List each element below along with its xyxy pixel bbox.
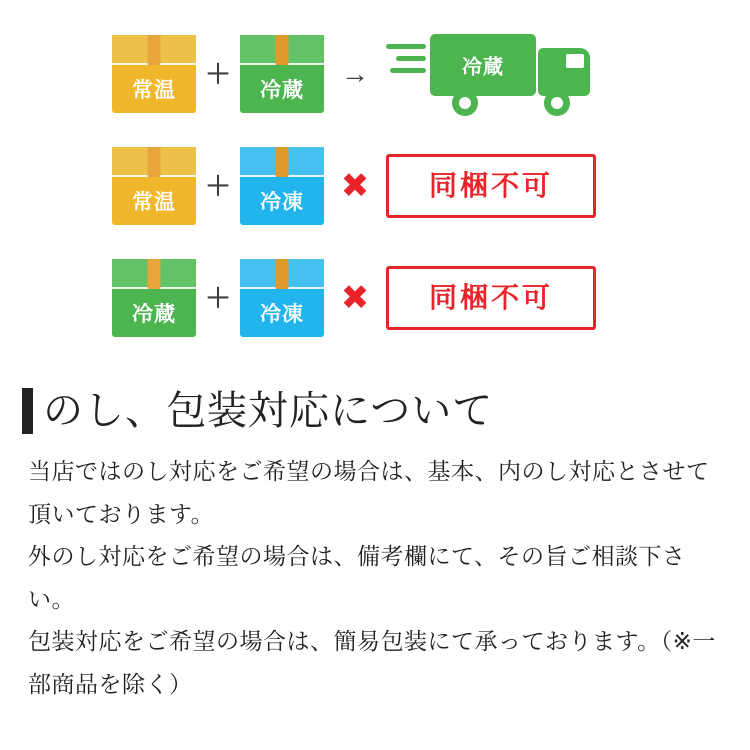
plus-icon: ＋ bbox=[204, 59, 231, 89]
truck-label: 冷蔵 bbox=[462, 56, 504, 79]
box-frozen bbox=[240, 147, 324, 225]
no-bundle-label: 同梱不可 bbox=[428, 170, 553, 201]
box-normal-temperature bbox=[112, 147, 196, 225]
box-label: 冷凍 bbox=[260, 191, 304, 214]
combination-row bbox=[0, 18, 750, 130]
arrow-right-icon: → bbox=[341, 58, 369, 89]
box-label: 冷蔵 bbox=[132, 303, 176, 326]
box-tape-icon bbox=[276, 147, 289, 177]
box-label: 常温 bbox=[132, 191, 176, 214]
no-bundle-label: 同梱不可 bbox=[428, 282, 553, 313]
box-label: 冷凍 bbox=[260, 303, 304, 326]
box-tape-icon bbox=[276, 259, 289, 289]
box-chilled bbox=[240, 35, 324, 113]
truck-cab bbox=[538, 48, 590, 96]
no-bundle-banner bbox=[386, 154, 596, 218]
box-tape-icon bbox=[276, 35, 289, 65]
body-paragraph: 外のし対応をご希望の場合は、備考欄にて、その旨ご相談下さい。 bbox=[28, 543, 686, 612]
plus-icon: ＋ bbox=[204, 171, 231, 201]
speed-lines-icon bbox=[386, 44, 430, 80]
body-paragraph: 包装対応をご希望の場合は、簡易包装にて承っております。（※一部商品を除く） bbox=[28, 628, 716, 697]
section-heading bbox=[22, 388, 750, 434]
box-tape-icon bbox=[148, 35, 161, 65]
box-label: 冷蔵 bbox=[260, 79, 304, 102]
box-label: 常温 bbox=[132, 79, 176, 102]
body-paragraph: 当店ではのし対応をご希望の場合は、基本、内のし対応とさせて頂いております。 bbox=[28, 458, 710, 527]
combination-row bbox=[0, 242, 750, 354]
truck-wheel-rear-icon bbox=[452, 90, 478, 116]
box-normal-temperature bbox=[112, 35, 196, 113]
shipping-combination-diagram bbox=[0, 0, 750, 354]
cross-mark-icon: ✖ bbox=[340, 279, 370, 317]
page-title: のし、包装対応について bbox=[43, 389, 494, 433]
box-frozen bbox=[240, 259, 324, 337]
box-tape-icon bbox=[148, 259, 161, 289]
combination-row bbox=[0, 130, 750, 242]
cross-mark-icon: ✖ bbox=[340, 167, 370, 205]
plus-icon: ＋ bbox=[204, 283, 231, 313]
section-body bbox=[28, 450, 724, 705]
box-chilled bbox=[112, 259, 196, 337]
box-tape-icon bbox=[148, 147, 161, 177]
delivery-truck-icon bbox=[386, 28, 606, 120]
truck-wheel-front-icon bbox=[544, 90, 570, 116]
truck-cargo-body bbox=[430, 34, 536, 96]
heading-accent-bar bbox=[22, 388, 33, 434]
no-bundle-banner bbox=[386, 266, 596, 330]
